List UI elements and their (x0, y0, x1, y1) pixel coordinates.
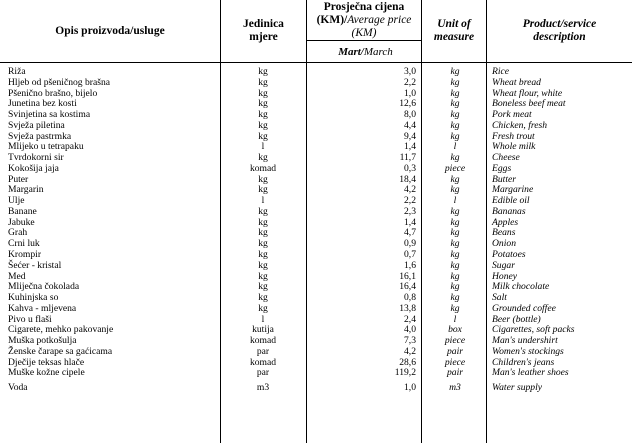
unit-en: box (448, 324, 462, 336)
unit-en: pair (447, 367, 463, 379)
header-unit-bs (221, 0, 306, 62)
unit-en: kg (450, 184, 460, 196)
unit-en: kg (450, 76, 460, 88)
table-row (0, 153, 632, 164)
product-name-bs: Kuhinjska so (8, 292, 59, 304)
table-row (0, 207, 632, 218)
unit-en: kg (450, 130, 460, 142)
header-month-bs: Mart/ (338, 45, 364, 58)
unit-en: kg (450, 227, 460, 239)
unit-bs: kg (258, 227, 268, 239)
unit-en: kg (450, 270, 460, 282)
unit-en: kg (450, 216, 460, 228)
product-name-en: Whole milk (492, 141, 536, 153)
average-price: 4,2 (404, 345, 416, 357)
average-price: 12,6 (399, 98, 416, 110)
table-row (0, 368, 632, 379)
header-unit-en (422, 0, 486, 62)
unit-en: kg (450, 173, 460, 185)
average-price: 0,8 (404, 292, 416, 304)
unit-en: pair (447, 345, 463, 357)
average-price: 11,7 (399, 152, 416, 164)
unit-bs: kg (258, 119, 268, 131)
unit-bs: kg (258, 259, 268, 271)
average-price: 0,3 (404, 162, 416, 174)
table-body (0, 67, 632, 393)
unit-bs: kg (258, 109, 268, 121)
table-row (0, 175, 632, 186)
unit-en: kg (450, 205, 460, 217)
product-name-en: Fresh trout (492, 130, 535, 142)
unit-en: kg (450, 249, 460, 261)
product-name-en: Wheat bread (492, 76, 541, 88)
header-average-price (307, 2, 421, 38)
average-price: 4,0 (404, 324, 416, 336)
unit-en: m3 (449, 382, 461, 394)
product-name-en: Water supply (492, 382, 543, 394)
table-row (0, 304, 632, 315)
unit-bs: kg (258, 87, 268, 99)
average-price: 2,4 (404, 313, 416, 325)
product-name-bs: Riža (8, 66, 26, 77)
average-price: 18,4 (399, 173, 416, 185)
unit-bs: m3 (256, 382, 270, 394)
average-price: 16,4 (399, 281, 416, 293)
average-price: 4,4 (404, 119, 416, 131)
product-name-bs: Pšenično brašno, bijelo (8, 87, 98, 99)
product-name-en: Man's leather shoes (492, 367, 569, 379)
header-unit-en-text: Unit of measure (433, 18, 475, 43)
average-price: 8,0 (404, 109, 416, 121)
unit-bs: kg (258, 205, 268, 217)
product-name-en: Apples (492, 216, 519, 228)
unit-bs: kg (258, 130, 268, 142)
unit-en: kg (450, 302, 460, 314)
unit-en: kg (450, 87, 460, 99)
product-name-bs: Kahva - mljevena (8, 302, 77, 314)
header-price-bs: Prosječna cijena (KM)/ (316, 0, 405, 26)
unit-bs: kg (258, 152, 268, 164)
header-product-en-text: Product/service description (522, 18, 597, 43)
product-name-en: Cigarettes, soft packs (492, 324, 575, 336)
product-name-bs: Krompir (8, 249, 42, 261)
product-name-en: Man's undershirt (492, 335, 558, 347)
average-price: 7,3 (404, 335, 416, 347)
unit-en: kg (450, 119, 460, 131)
unit-en: kg (450, 66, 460, 77)
unit-en: l (453, 141, 457, 153)
average-price: 1,4 (404, 141, 416, 153)
product-name-en: Beer (bottle) (492, 313, 541, 325)
product-name-en: Margarine (492, 184, 534, 196)
table-row (0, 196, 632, 207)
average-price: 1,4 (404, 216, 416, 228)
header-divider (306, 40, 421, 41)
table-row (0, 121, 632, 132)
average-price: 4,7 (404, 227, 416, 239)
table-row (0, 218, 632, 229)
average-price: 0,7 (404, 249, 416, 261)
product-name-en: Salt (492, 292, 507, 304)
header-unit-bs-text: Jedinica mjere (243, 18, 284, 43)
product-name-en: Onion (492, 238, 516, 250)
product-name-bs: Pivo u flaši (8, 313, 52, 325)
unit-en: kg (450, 238, 460, 250)
unit-en: kg (450, 109, 460, 121)
table-row (0, 282, 632, 293)
average-price: 9,4 (404, 130, 416, 142)
unit-bs: kg (258, 238, 268, 250)
table-row (0, 228, 632, 239)
unit-en: piece (444, 356, 466, 368)
unit-bs: kg (258, 281, 268, 293)
table-row (0, 250, 632, 261)
product-name-bs: Banane (8, 205, 37, 217)
unit-bs: kg (258, 270, 268, 282)
average-price: 16,1 (399, 270, 416, 282)
table-row (0, 142, 632, 153)
average-price: 119,2 (394, 367, 416, 379)
unit-en: piece (444, 162, 466, 174)
product-name-bs: Crni luk (8, 238, 40, 250)
average-price: 0,9 (404, 238, 416, 250)
table-row (0, 261, 632, 272)
product-name-bs: Ženske čarape sa gaćicama (8, 345, 113, 357)
unit-bs: l (261, 313, 265, 325)
average-price: 4,2 (404, 184, 416, 196)
header-description-bs (0, 0, 220, 62)
average-price: 13,8 (399, 302, 416, 314)
unit-en: l (453, 313, 457, 325)
table-row (0, 132, 632, 143)
unit-bs: par (256, 367, 270, 379)
product-name-bs: Mliječna čokolada (8, 281, 80, 293)
product-name-en: Sugar (492, 259, 515, 271)
product-name-bs: Mlijeko u tetrapaku (8, 141, 84, 153)
product-name-en: Bananas (492, 205, 526, 217)
average-price: 1,6 (404, 259, 416, 271)
average-price: 1,0 (404, 382, 416, 394)
product-name-en: Edible oil (492, 195, 530, 207)
header-price-en: Average price (KM) (347, 13, 412, 39)
unit-bs: l (261, 195, 265, 207)
product-name-en: Honey (492, 270, 518, 282)
product-name-en: Butter (492, 173, 516, 185)
unit-bs: komad (249, 162, 277, 174)
table-row (0, 379, 632, 393)
product-name-en: Potatoes (492, 249, 526, 261)
unit-bs: komad (249, 335, 277, 347)
product-name-bs: Voda (8, 382, 28, 394)
average-price: 28,6 (399, 356, 416, 368)
product-name-bs: Hljeb od pšeničnog brašna (8, 76, 111, 88)
unit-bs: kg (258, 173, 268, 185)
unit-en: kg (450, 281, 460, 293)
product-name-bs: Dječije teksas hlače (8, 356, 85, 368)
header-bottom-rule (0, 62, 632, 63)
average-price: 3,0 (404, 66, 416, 77)
product-name-bs: Svinjetina sa kostima (8, 109, 91, 121)
product-name-bs: Šećer - kristal (8, 259, 62, 271)
unit-bs: l (261, 141, 265, 153)
product-name-en: Wheat flour, white (492, 87, 563, 99)
product-name-bs: Cigarete, mehko pakovanje (8, 324, 114, 336)
product-name-bs: Svježa piletina (8, 119, 65, 131)
unit-en: kg (450, 98, 460, 110)
product-name-bs: Junetina bez kosti (8, 98, 77, 110)
product-name-bs: Muške kožne cipele (8, 367, 85, 379)
unit-bs: kg (258, 76, 268, 88)
unit-bs: kg (258, 249, 268, 261)
unit-en: kg (450, 259, 460, 271)
average-price: 2,2 (404, 76, 416, 88)
table-row (0, 185, 632, 196)
unit-bs: komad (249, 356, 277, 368)
product-name-en: Beans (492, 227, 516, 239)
unit-bs: kg (258, 216, 268, 228)
product-name-en: Grounded coffee (492, 302, 556, 314)
product-name-bs: Ulje (8, 195, 25, 207)
header-month (311, 43, 420, 60)
header-product-en (487, 0, 632, 62)
unit-bs: par (256, 345, 270, 357)
unit-en: kg (450, 152, 460, 164)
product-name-en: Eggs (492, 162, 512, 174)
product-name-bs: Jabuke (8, 216, 35, 228)
unit-en: piece (444, 335, 466, 347)
average-price: 1,0 (404, 87, 416, 99)
product-name-en: Women's stockings (492, 345, 564, 357)
product-name-bs: Kokošija jaja (8, 162, 59, 174)
product-name-bs: Margarin (8, 184, 44, 196)
table-row (0, 239, 632, 250)
product-name-bs: Med (8, 270, 26, 282)
product-name-en: Pork meat (492, 109, 532, 121)
header-month-en: March (363, 45, 393, 58)
product-name-en: Boneless beef meat (492, 98, 566, 110)
table-row (0, 164, 632, 175)
table-row (0, 99, 632, 110)
unit-bs: kutija (252, 324, 274, 336)
unit-en: l (453, 195, 457, 207)
product-name-bs: Grah (8, 227, 28, 239)
product-name-en: Children's jeans (492, 356, 555, 368)
product-name-bs: Puter (8, 173, 29, 185)
product-name-en: Milk chocolate (492, 281, 550, 293)
unit-bs: kg (258, 66, 268, 77)
average-price: 2,2 (404, 195, 416, 207)
product-name-bs: Muška potkošulja (8, 335, 77, 347)
product-name-en: Cheese (492, 152, 520, 164)
product-name-bs: Tvrdokorni sir (8, 152, 64, 164)
average-price: 2,3 (404, 205, 416, 217)
product-name-en: Chicken, fresh (492, 119, 548, 131)
product-name-en: Rice (492, 66, 510, 77)
unit-en: kg (450, 292, 460, 304)
table-row (0, 78, 632, 89)
product-name-bs: Svježa pastrmka (8, 130, 72, 142)
unit-bs: kg (258, 302, 268, 314)
unit-bs: kg (258, 184, 268, 196)
unit-bs: kg (258, 98, 268, 110)
unit-bs: kg (258, 292, 268, 304)
header-description-bs-text: Opis proizvoda/usluge (55, 24, 165, 37)
